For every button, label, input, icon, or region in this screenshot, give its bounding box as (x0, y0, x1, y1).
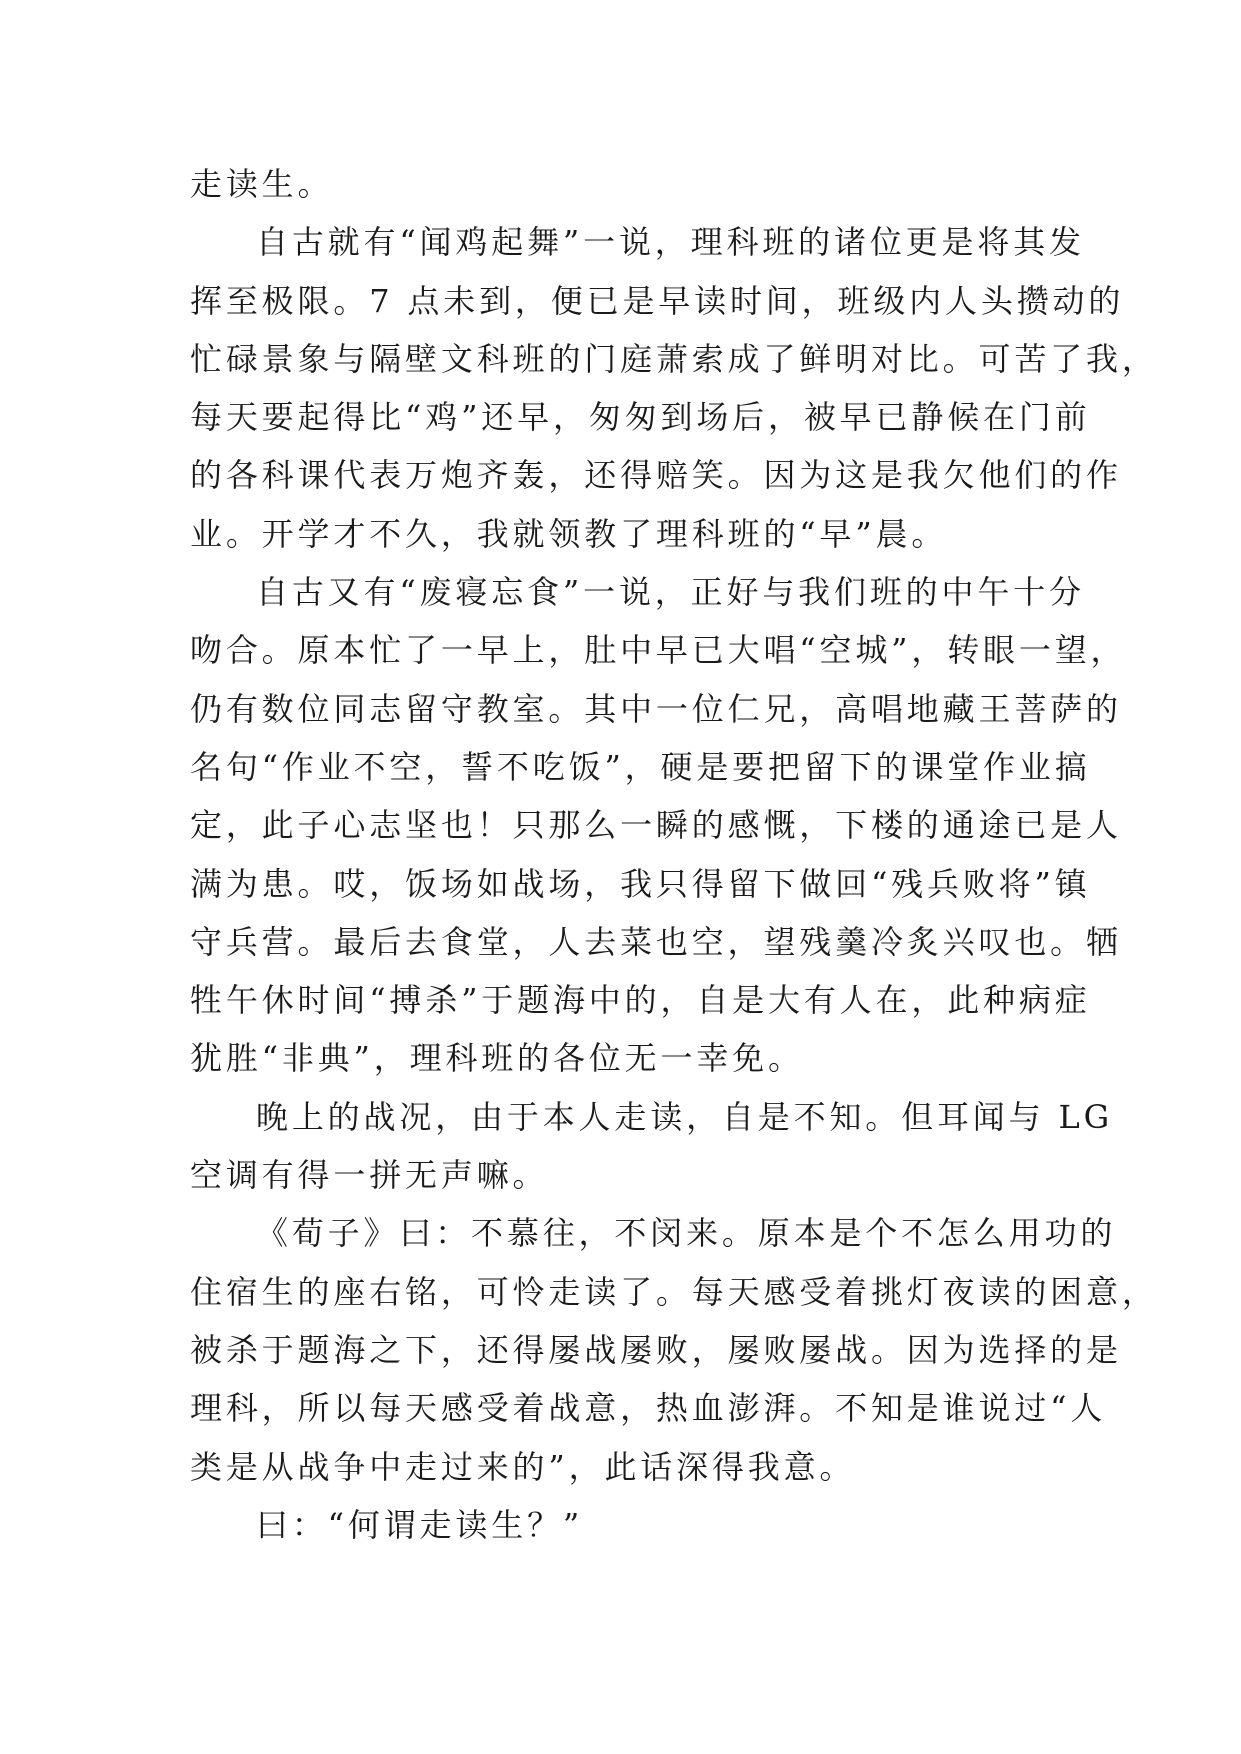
text-line: 吻合。原本忙了一早上，肚中早已大唱“空城”，转眼一望， (190, 631, 1127, 670)
text-line: 业。开学才不久，我就领教了理科班的“早”晨。 (190, 514, 948, 553)
text-line: 被杀于题海之下，还得屡战屡败，屡败屡战。因为选择的是 (190, 1330, 1122, 1369)
text-line: 晚上的战况，由于本人走读，自是不知。但耳闻与 LG (256, 1097, 1113, 1136)
text-line: 名句“作业不空，誓不吃饭”，硬是要把留下的课堂作业搞 (190, 747, 1091, 786)
text-line: 定，此子心志坚也！只那么一瞬的感慨，下楼的通途已是人 (190, 806, 1122, 845)
text-line: 自古又有“废寝忘食”一说，正好与我们班的中午十分 (256, 573, 1085, 612)
text-line: 挥至极限。7 点未到，便已是早读时间，班级内人头攒动的 (190, 281, 1125, 320)
text-line: 理科，所以每天感受着战意，热血澎湃。不知是谁说过“人 (190, 1389, 1107, 1428)
text-line: 空调有得一拼无声嘛。 (190, 1156, 549, 1195)
text-line: 每天要起得比“鸡”还早，匆匆到场后，被早已静候在门前 (190, 398, 1091, 437)
text-line: 牲午休时间“搏杀”于题海中的，自是大有人在，此种病症 (190, 981, 1091, 1020)
text-line: 曰：“何谓走读生？” (256, 1505, 584, 1544)
text-line: 类是从战争中走过来的”，此话深得我意。 (190, 1447, 856, 1486)
text-line: 忙碌景象与隔壁文科班的门庭萧索成了鲜明对比。可苦了我， (190, 339, 1158, 378)
text-line: 满为患。哎，饭场如战场，我只得留下做回“残兵败将”镇 (190, 864, 1091, 903)
text-line: 守兵营。最后去食堂，人去菜也空，望残羹冷炙兴叹也。牺 (190, 922, 1122, 961)
text-line: 走读生。 (190, 165, 334, 203)
text-line: 犹胜“非典”，理科班的各位无一幸免。 (190, 1039, 804, 1078)
text-line: 仍有数位同志留守教室。其中一位仁兄，高唱地藏王菩萨的 (190, 689, 1122, 728)
text-line: 住宿生的座右铭，可怜走读了。每天感受着挑灯夜读的困意， (190, 1272, 1158, 1311)
essay-body (190, 155, 1158, 1554)
text-line: 的各科课代表万炮齐轰，还得赔笑。因为这是我欠他们的作 (190, 456, 1122, 495)
text-line: 《荀子》曰：不慕往，不闵来。原本是个不怎么用功的 (256, 1214, 1117, 1253)
text-line: 自古就有“闻鸡起舞”一说，理科班的诸位更是将其发 (256, 223, 1085, 262)
